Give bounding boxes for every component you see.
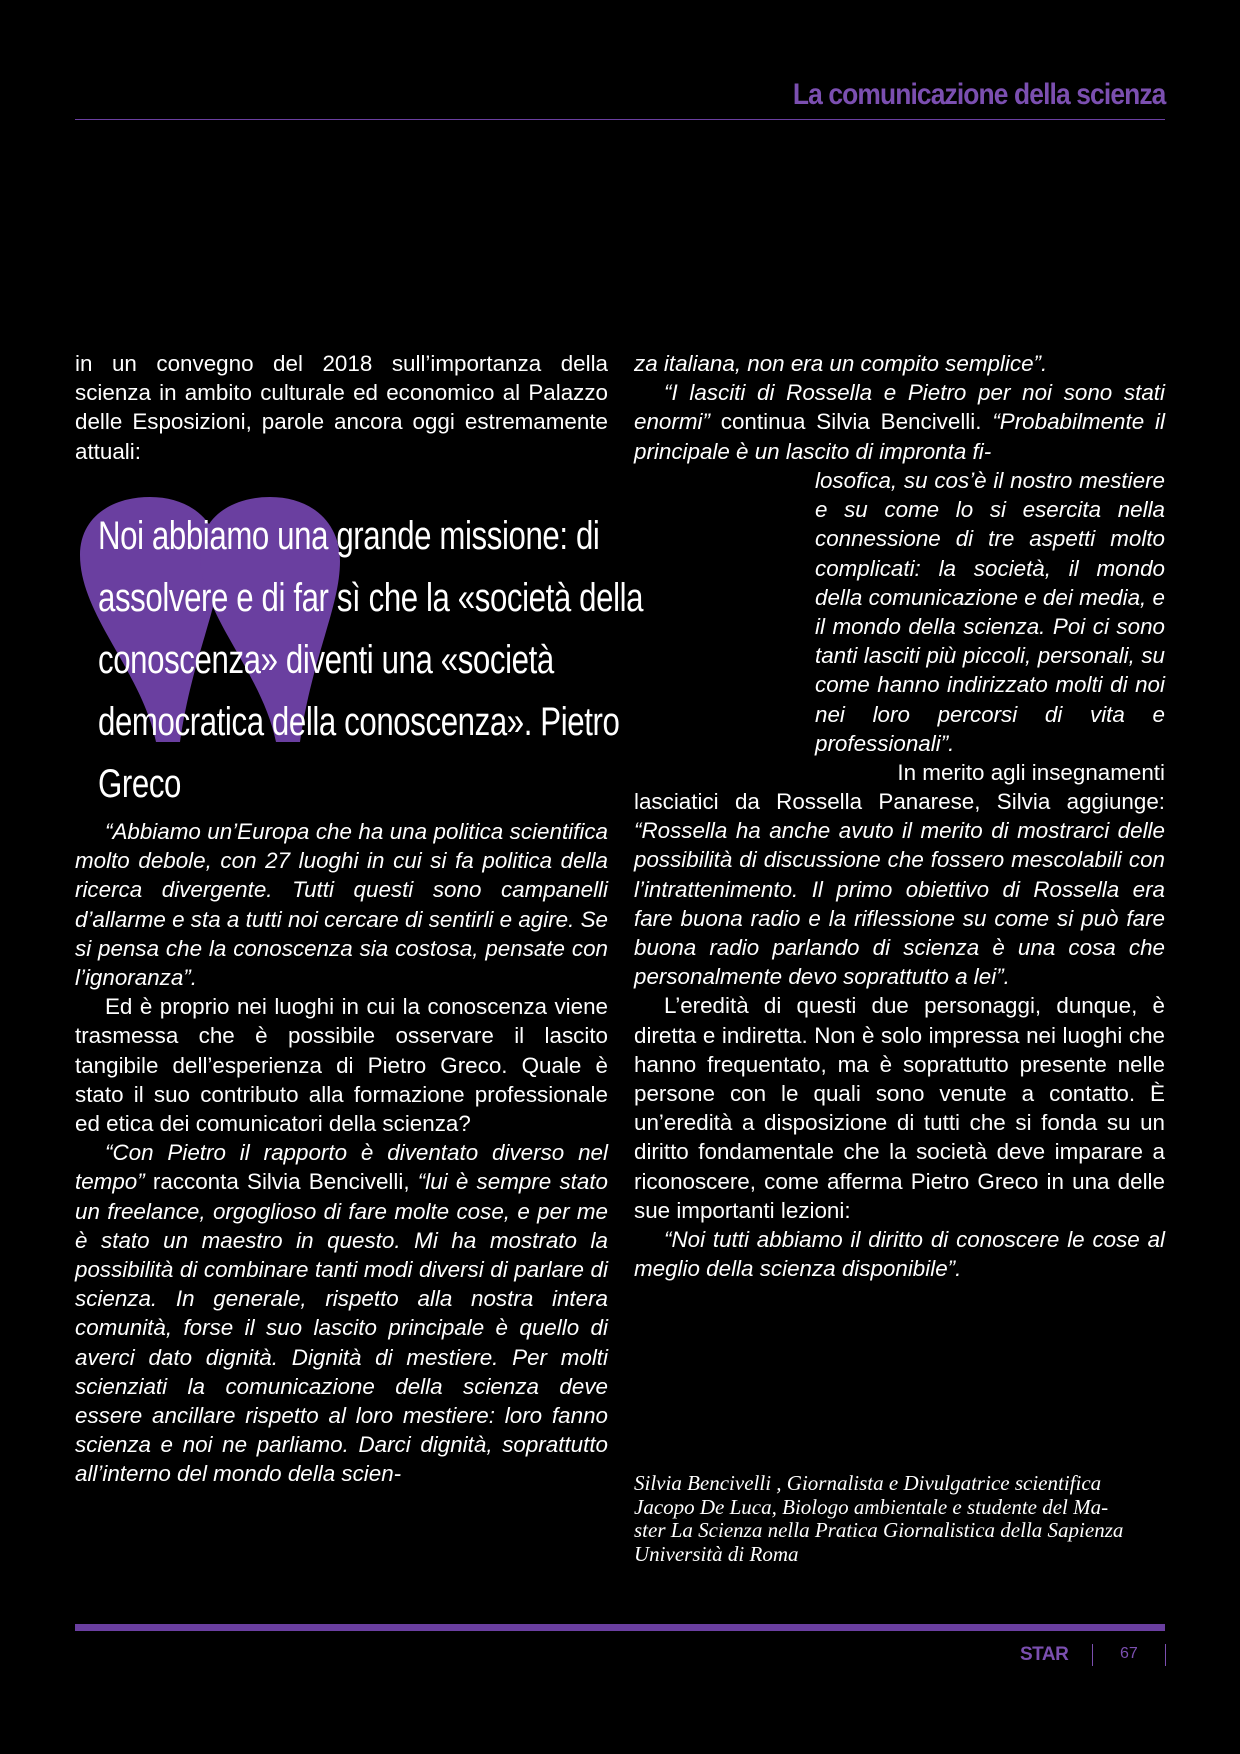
intro-paragraph (75, 349, 608, 466)
left-column-body (75, 817, 608, 1489)
header-divider (75, 119, 1165, 120)
quote-rossella: “Rossella ha anche avuto il merito di mostrarci delle possibilità di discussione che fossero mescolabili con l’intrattenimento. Il primo obiettivo di Rossella era fare buona radio e la riflessione su come si può fare buona radio parlando di scienza è una cosa che personalmente devo soprattutto a lei”. (634, 818, 1165, 990)
paragraph-eredita: L’eredità di questi due personaggi, dunque, è diretta e indiretta. Non è solo impressa nei luoghi che hanno frequentato, ma è soprattutto presente nelle persone con le quali sono venute a contatto. È un’eredità a disposizione di tutti che si fonda su un diritto fondamentale che la società deve imparare a riconoscere, come afferma Pietro Greco in una delle sue importanti lezioni: (634, 993, 1165, 1223)
author-credits (634, 1472, 1174, 1566)
paragraph-rossella (634, 787, 1165, 991)
quote-lasciti-narrow: losofica, su cos’è il nostro mestiere e su come lo si esercita nella connessione di tre aspetti molto complicati: la società, il mondo della comunicazione e dei media, e il mondo della scienza. Poi ci sono tanti lasciti più piccoli, personali, su come hanno indirizzato molti di noi nei loro percorsi di vita e professionali”. (815, 468, 1165, 756)
pull-quote: Noi abbiamo una grande missione: di assolvere e di far sì che la «società della conoscenza» diventi una «società democratica della conoscenza». Pietro Greco (98, 514, 644, 806)
credit-line: Università di Roma (634, 1541, 799, 1566)
footer-separator (1165, 1644, 1166, 1666)
paragraph-lasciti (634, 378, 1165, 466)
right-column-top (634, 349, 1165, 466)
magazine-brand: STAR (1020, 1644, 1069, 1665)
footer-separator (1092, 1644, 1093, 1666)
quote-paragraph-europa: “Abbiamo un’Europa che ha una politica scientifica molto debole, con 27 luoghi in cui si fa politica della ricerca divergente. Tutti questi sono campanelli d’allarme e sta a tutti noi cercare di sentirli e agire. Se si pensa che la conoscenza sia costosa, pensate con l’ignoranza”. (75, 819, 608, 991)
footer-divider (75, 1624, 1165, 1631)
rossella-intro: lasciatici da Rossella Panarese, Silvia aggiunge: (634, 789, 1165, 814)
paragraph-pietro (75, 1138, 608, 1488)
section-title: La comunicazione della scienza (792, 78, 1165, 111)
quote-lasciti-b: “Probabilmente il principale è un lascito di impronta fi- (634, 409, 1165, 464)
quote-pietro-a: “Con Pietro il rapporto è diventato diverso nel tempo” (75, 1140, 608, 1195)
intro-text: in un convegno del 2018 sull’importanza della scienza in ambito culturale ed economico al Palazzo delle Esposizioni, parole ancora oggi estremamente attuali: (75, 351, 608, 464)
credit-line: Silvia Bencivelli , Giornalista e Divulgatrice scientifica (634, 1471, 1102, 1495)
paragraph-merito-start: In merito agli insegnamenti (897, 760, 1165, 786)
page-number: 67 (1120, 1645, 1138, 1662)
quote-diritto: “Noi tutti abbiamo il diritto di conoscere le cose al meglio della scienza disponibile”. (634, 1227, 1165, 1282)
attribution-text: racconta Silvia Bencivelli, (144, 1169, 418, 1195)
continuation-text: za italiana, non era un compito semplice”. (634, 351, 1048, 376)
credit-line: Jacopo De Luca, Biologo ambientale e studente del Ma- (634, 1494, 1109, 1519)
attribution-continua: continua Silvia Bencivelli. (709, 409, 993, 435)
paragraph-luoghi: Ed è proprio nei luoghi in cui la conoscenza viene trasmessa che è possibile osservare il lascito tangibile dell’esperienza di Pietro Greco. Quale è stato il suo contributo alla formazione professionale ed etica dei comunicatori della scienza? (75, 994, 608, 1137)
quote-pietro-b: “lui è sempre stato un freelance, orgoglioso di fare molte cose, e per me è stato un maestro in questo. Mi ha mostrato la possibilità di combinare tanti modi diversi di parlare di scienza. In generale, rispetto alla nostra intera comunità, forse il suo lascito principale è quello di averci dato dignità. Dignità di mestiere. Per molti scienziati la comunicazione della scienza deve essere ancillare rispetto al loro mestiere: loro fanno scienza e noi ne parliamo. Darci dignità, soprattutto all’interno del mondo della scien- (75, 1169, 608, 1487)
right-column-body (634, 787, 1165, 1283)
quote-lasciti-a: “I lasciti di Rossella e Pietro per noi sono stati enormi” (634, 380, 1165, 435)
right-column-narrow (815, 466, 1165, 787)
credit-line: ster La Scienza nella Pratica Giornalistica della Sapienza (634, 1518, 1124, 1542)
